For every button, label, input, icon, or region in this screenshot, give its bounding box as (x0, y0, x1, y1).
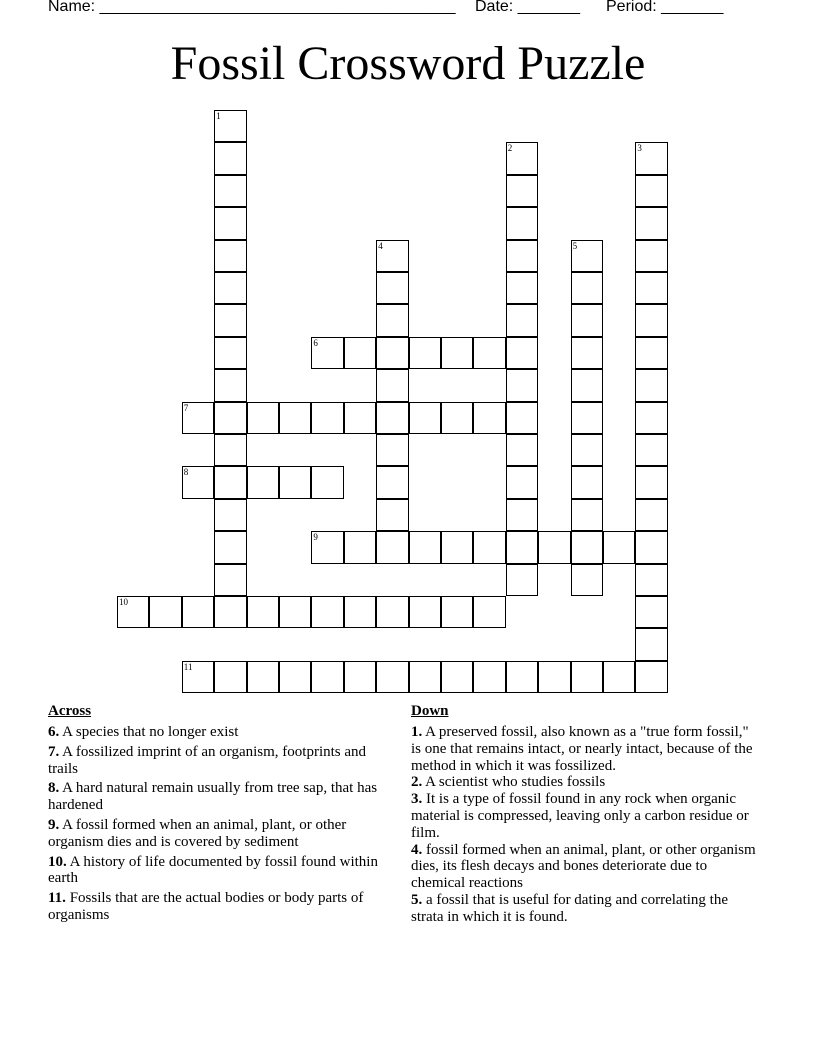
crossword-cell[interactable] (376, 272, 408, 304)
down-clue (411, 724, 761, 774)
crossword-cell[interactable] (214, 499, 246, 531)
crossword-cell[interactable] (311, 337, 343, 369)
crossword-cell[interactable] (214, 434, 246, 466)
crossword-cell[interactable] (376, 304, 408, 336)
crossword-cell[interactable] (441, 596, 473, 628)
crossword-cell[interactable] (635, 499, 667, 531)
crossword-cell[interactable] (506, 564, 538, 596)
clue-number: 4. (411, 841, 423, 858)
cell-number: 3 (637, 143, 642, 154)
crossword-cell[interactable] (603, 661, 635, 693)
crossword-cell[interactable] (376, 466, 408, 498)
crossword-cell[interactable] (182, 596, 214, 628)
cell-number: 10 (119, 597, 128, 607)
crossword-cell[interactable] (571, 531, 603, 563)
crossword-cell[interactable] (506, 337, 538, 369)
name-field-label[interactable]: Name: ________________________________________ (48, 0, 456, 15)
crossword-cell[interactable] (473, 402, 505, 434)
crossword-cell[interactable] (571, 434, 603, 466)
clue-number: 11. (48, 890, 66, 907)
crossword-cell[interactable] (635, 272, 667, 304)
clue-number: 9. (48, 816, 60, 833)
crossword-cell[interactable] (376, 240, 408, 272)
crossword-cell[interactable] (376, 434, 408, 466)
crossword-cell[interactable] (506, 402, 538, 434)
crossword-cell[interactable] (376, 596, 408, 628)
clue-text: A preserved fossil, also known as a "true form fossil," is one that remains intact, or nearly intact, because of the method in which it was fossilized. (411, 724, 753, 774)
crossword-cell[interactable] (214, 207, 246, 239)
crossword-cell[interactable] (409, 337, 441, 369)
crossword-cell[interactable] (279, 466, 311, 498)
crossword-cell[interactable] (571, 402, 603, 434)
clue-text: a fossil that is useful for dating and correlating the strata in which it is found. (411, 891, 728, 925)
clue-number: 7. (48, 743, 60, 760)
down-clue-list (411, 724, 761, 926)
cell-number: 5 (572, 240, 578, 251)
crossword-cell[interactable] (214, 304, 246, 336)
date-field-label[interactable]: Date: _______ (475, 0, 580, 15)
crossword-cell[interactable] (635, 142, 667, 174)
clue-text: A scientist who studies fossils (422, 774, 606, 791)
crossword-cell[interactable] (214, 337, 246, 369)
crossword-cell[interactable] (149, 596, 181, 628)
crossword-cell[interactable] (311, 661, 343, 693)
crossword-cell[interactable] (214, 564, 246, 596)
clue-number: 5. (411, 891, 423, 908)
crossword-cell[interactable] (344, 402, 376, 434)
crossword-cell[interactable] (214, 240, 246, 272)
crossword-cell[interactable] (635, 240, 667, 272)
crossword-cell[interactable] (603, 531, 635, 563)
crossword-cell[interactable] (214, 175, 246, 207)
crossword-cell[interactable] (182, 402, 214, 434)
crossword-cell[interactable] (279, 402, 311, 434)
crossword-cell[interactable] (635, 531, 667, 563)
crossword-cell[interactable] (473, 661, 505, 693)
clue-text: A fossil formed when an animal, plant, or other organism dies and is covered by sediment (48, 816, 347, 850)
across-heading: Across (48, 703, 92, 719)
crossword-cell[interactable] (506, 207, 538, 239)
down-clue (411, 892, 761, 926)
across-clues (48, 702, 393, 927)
crossword-cell[interactable] (344, 531, 376, 563)
clue-text: A species that no longer exist (59, 724, 239, 740)
cell-number: 2 (507, 143, 513, 154)
cell-number: 7 (183, 402, 189, 413)
crossword-cell[interactable] (214, 142, 246, 174)
crossword-cell[interactable] (214, 402, 246, 434)
crossword-cell[interactable] (117, 596, 149, 628)
cell-number: 11 (183, 661, 193, 672)
across-clue (48, 854, 393, 888)
crossword-cell[interactable] (506, 466, 538, 498)
crossword-cell[interactable] (279, 596, 311, 628)
crossword-cell[interactable] (473, 531, 505, 563)
crossword-cell[interactable] (571, 369, 603, 401)
down-heading: Down (411, 703, 449, 719)
crossword-cell[interactable] (214, 661, 246, 693)
page-title: Fossil Crossword Puzzle (170, 37, 646, 90)
crossword-cell[interactable] (376, 499, 408, 531)
crossword-cell[interactable] (571, 564, 603, 596)
across-clue (48, 780, 393, 814)
crossword-cell[interactable] (247, 402, 279, 434)
crossword-cell[interactable] (473, 596, 505, 628)
crossword-cell[interactable] (635, 434, 667, 466)
crossword-cell[interactable] (344, 596, 376, 628)
crossword-cell[interactable] (344, 661, 376, 693)
crossword-cell[interactable] (635, 564, 667, 596)
header (48, 0, 788, 20)
crossword-cell[interactable] (571, 272, 603, 304)
period-field-label[interactable]: Period: _______ (606, 0, 724, 15)
crossword-cell[interactable] (376, 337, 408, 369)
crossword-cell[interactable] (635, 402, 667, 434)
clue-text: It is a type of fossil found in any rock when organic material is compressed, leaving only a carbon residue or film. (411, 791, 749, 841)
crossword-cell[interactable] (635, 628, 667, 660)
crossword-cell[interactable] (538, 531, 570, 563)
crossword-cell[interactable] (376, 531, 408, 563)
crossword-cell[interactable] (506, 531, 538, 563)
cell-number: 6 (313, 337, 318, 348)
crossword-cell[interactable] (214, 369, 246, 401)
crossword-cell[interactable] (247, 661, 279, 693)
crossword-cell[interactable] (311, 531, 343, 563)
crossword-cell[interactable] (506, 142, 538, 174)
crossword-cell[interactable] (571, 304, 603, 336)
crossword-cell[interactable] (506, 175, 538, 207)
crossword-cell[interactable] (376, 661, 408, 693)
crossword-cell[interactable] (635, 304, 667, 336)
crossword-cell[interactable] (344, 337, 376, 369)
crossword-cell[interactable] (311, 596, 343, 628)
across-clue (48, 724, 393, 741)
down-clue (411, 842, 761, 892)
crossword-cell[interactable] (571, 661, 603, 693)
down-clue (411, 791, 761, 841)
crossword-cell[interactable] (506, 304, 538, 336)
clue-number: 2. (411, 774, 423, 791)
crossword-cell[interactable] (279, 661, 311, 693)
crossword-cell[interactable] (635, 175, 667, 207)
cell-number: 1 (216, 111, 221, 121)
clue-text: A fossilized imprint of an organism, footprints and trails (48, 743, 367, 777)
crossword-cell[interactable] (409, 531, 441, 563)
crossword-cell[interactable] (376, 402, 408, 434)
crossword-cell[interactable] (506, 499, 538, 531)
clue-number: 8. (48, 780, 60, 797)
crossword-cell[interactable] (214, 272, 246, 304)
crossword-cell[interactable] (571, 499, 603, 531)
crossword-cell[interactable] (214, 466, 246, 498)
crossword-cell[interactable] (635, 207, 667, 239)
crossword-cell[interactable] (409, 661, 441, 693)
clue-text: A hard natural remain usually from tree sap, that has hardened (48, 780, 378, 814)
crossword-cell[interactable] (635, 661, 667, 693)
crossword-cell[interactable] (635, 596, 667, 628)
clue-number: 1. (411, 724, 423, 740)
crossword-cell[interactable] (538, 661, 570, 693)
clue-number: 6. (48, 724, 60, 740)
crossword-cell[interactable] (506, 369, 538, 401)
cell-number: 4 (378, 240, 383, 251)
crossword-cell[interactable] (571, 466, 603, 498)
crossword-cell[interactable] (635, 337, 667, 369)
down-clues (411, 702, 761, 926)
crossword-cell[interactable] (376, 369, 408, 401)
crossword-cell[interactable] (506, 240, 538, 272)
crossword-cell[interactable] (571, 337, 603, 369)
crossword-cell[interactable] (441, 337, 473, 369)
down-clue (411, 774, 761, 791)
crossword-cell[interactable] (441, 402, 473, 434)
clue-text: fossil formed when an animal, plant, or other organism dies, its flesh decays and bones deteriorate due to chemical reactions (411, 841, 756, 892)
crossword-cell[interactable] (506, 272, 538, 304)
crossword-cell[interactable] (247, 466, 279, 498)
crossword-cell[interactable] (182, 661, 214, 693)
across-clue-list (48, 724, 393, 924)
crossword-cell[interactable] (182, 466, 214, 498)
clue-number: 10. (48, 853, 67, 870)
crossword-cell[interactable] (214, 596, 246, 628)
crossword-cell[interactable] (409, 596, 441, 628)
crossword-cell[interactable] (635, 466, 667, 498)
crossword-cell[interactable] (473, 337, 505, 369)
cell-number: 8 (183, 467, 189, 478)
crossword-cell[interactable] (506, 661, 538, 693)
cell-number: 9 (313, 532, 318, 543)
crossword-cell[interactable] (506, 434, 538, 466)
crossword-cell[interactable] (247, 596, 279, 628)
clue-text: Fossils that are the actual bodies or body parts of organisms (48, 890, 364, 923)
crossword-cell[interactable] (214, 110, 246, 142)
across-clue (48, 817, 393, 851)
clue-number: 3. (411, 791, 423, 808)
crossword-cell[interactable] (311, 466, 343, 498)
crossword-cell[interactable] (635, 369, 667, 401)
crossword-cell[interactable] (571, 240, 603, 272)
crossword-cell[interactable] (214, 531, 246, 563)
crossword-cell[interactable] (409, 402, 441, 434)
clue-text: A history of life documented by fossil found within earth (48, 853, 378, 887)
crossword-cell[interactable] (441, 531, 473, 563)
crossword-cell[interactable] (441, 661, 473, 693)
crossword-cell[interactable] (311, 402, 343, 434)
across-clue (48, 890, 393, 924)
across-clue (48, 744, 393, 778)
